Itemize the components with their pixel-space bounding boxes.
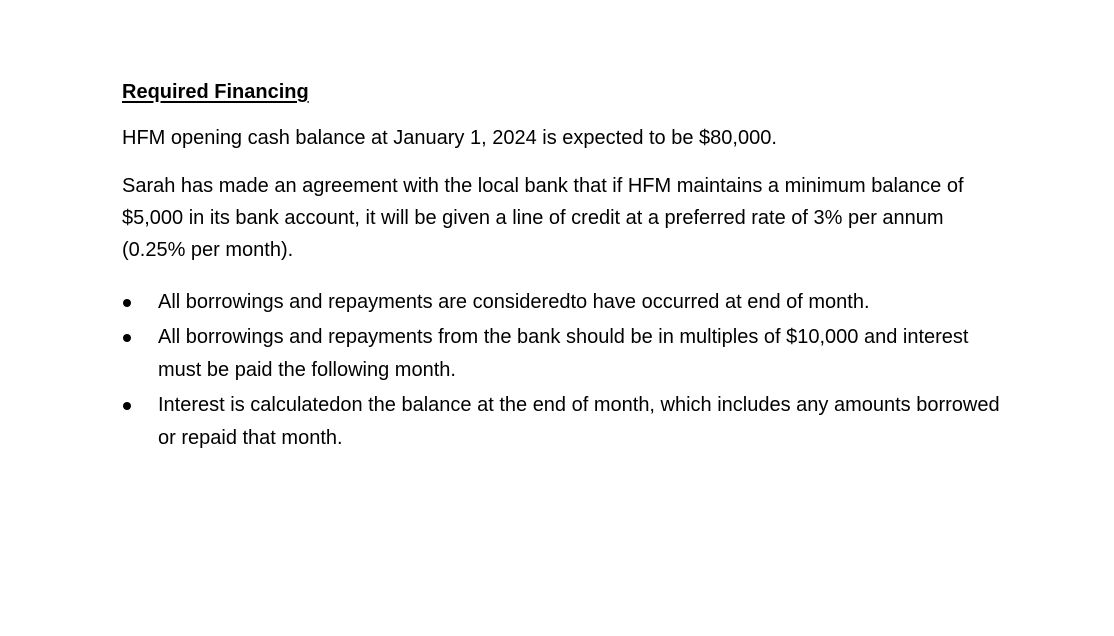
- section-heading: Required Financing: [122, 81, 309, 103]
- list-item-text: Interest is calculatedon the balance at the end of month, which includes any amounts borrowed or repaid that month.: [158, 394, 1000, 449]
- document-body: [122, 78, 1002, 457]
- bank-agreement-paragraph: Sarah has made an agreement with the local bank that if HFM maintains a minimum balance of $5,000 in its bank account, it will be given a line of credit at a preferred rate of 3% per annum (0.25% per month).: [122, 175, 964, 261]
- list-item: [122, 321, 1002, 387]
- opening-balance-paragraph: HFM opening cash balance at January 1, 2024 is expected to be $80,000.: [122, 127, 777, 149]
- financing-terms-list: [122, 286, 1002, 455]
- bullet-icon: [122, 389, 132, 422]
- list-item-text: All borrowings and repayments are consideredto have occurred at end of month.: [158, 291, 870, 313]
- bullet-icon: [122, 321, 132, 354]
- list-item-text: All borrowings and repayments from the bank should be in multiples of $10,000 and interest must be paid the following month.: [158, 326, 969, 381]
- list-item: [122, 286, 1002, 319]
- bullet-icon: [122, 286, 132, 319]
- list-item: [122, 389, 1002, 455]
